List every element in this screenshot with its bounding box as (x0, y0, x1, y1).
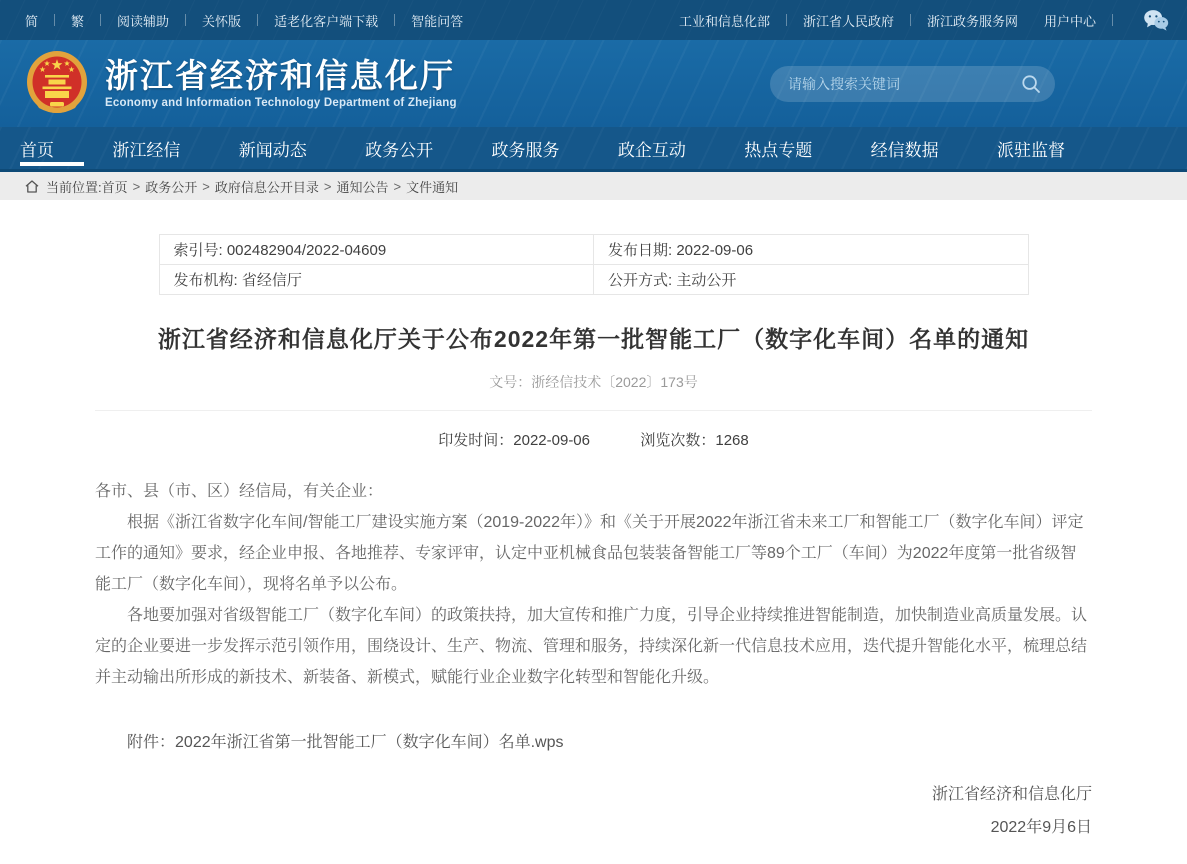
site-header (0, 40, 1187, 127)
divider (1112, 14, 1113, 26)
breadcrumb-separator: > (323, 178, 332, 194)
search-button[interactable] (1021, 74, 1041, 94)
attachment-file-link[interactable]: 2022年浙江省第一批智能工厂（数字化车间）名单.wps (175, 734, 564, 751)
search-box (770, 66, 1055, 102)
paragraph-salutation: 各市、县（市、区）经信局，有关企业： (95, 483, 384, 500)
breadcrumb-item-notices[interactable]: 通知公告 (336, 179, 389, 195)
breadcrumb-separator: > (202, 178, 210, 194)
publisher-label: 发布机构: (173, 272, 238, 289)
breadcrumb-item-disclosure[interactable]: 政务公开 (145, 179, 198, 195)
nav-item-gov-disclosure[interactable]: 政务公开 (365, 140, 434, 160)
table-row (159, 265, 1028, 295)
signature-date: 2022年9月6日 (990, 819, 1092, 836)
nav-item-zhejiang-jingxin[interactable]: 浙江经信 (112, 140, 181, 160)
page-title: 浙江省经济和信息化厅关于公布2022年第一批智能工厂（数字化车间）名单的通知 (157, 326, 1030, 352)
breadcrumb-label: 当前位置: (46, 179, 102, 195)
topbar-link-traditional[interactable]: 繁 (71, 13, 85, 29)
signature-org: 浙江省经济和信息化厅 (931, 786, 1092, 803)
paragraph-basis: 根据《浙江省数字化车间/智能工厂建设实施方案（2019-2022年）》和《关于开展2022年浙江省未来工厂和智能工厂（数字化车间）评定工作的通知》要求，经企业申报、各地推荐、专家评审，认定中亚机械食品包装装备智能工厂等89个工厂（车间）为2022年度第一批省级智能工厂（数字化车间），现将名单予以公布。 (95, 514, 1084, 593)
divider (257, 14, 258, 26)
topbar-link-reading-aid[interactable]: 阅读辅助 (117, 13, 170, 29)
topbar-link-zj-service[interactable]: 浙江政务服务网 (926, 13, 1018, 29)
print-time-value: 2022-09-06 (513, 432, 590, 449)
attachment-row (95, 729, 1092, 752)
print-info-row (95, 410, 1092, 450)
doc-number-value: 浙经信技术〔2022〕173号 (531, 374, 698, 390)
home-icon[interactable] (25, 180, 39, 193)
topbar-link-care-version[interactable]: 关怀版 (202, 13, 242, 29)
topbar-link-simplified[interactable]: 简 (25, 13, 39, 29)
views-count: 1268 (715, 432, 749, 449)
index-number-label: 索引号: (173, 242, 223, 259)
breadcrumb-separator: > (393, 178, 402, 194)
meta-cell-publisher (159, 265, 594, 295)
topbar-link-smart-qa[interactable]: 智能问答 (411, 13, 464, 29)
main-nav (0, 127, 1187, 172)
nav-item-dispatch-supervision[interactable]: 派驻监督 (997, 140, 1065, 160)
divider (185, 14, 186, 26)
publisher-value: 省经信厅 (241, 272, 302, 289)
nav-item-gov-enterprise[interactable]: 政企互动 (617, 140, 686, 160)
doc-number-row (95, 372, 1092, 392)
signature-block (95, 778, 1092, 844)
meta-cell-publish-date (594, 235, 1029, 265)
nav-item-gov-services[interactable]: 政务服务 (491, 140, 560, 160)
nav-item-home[interactable]: 首页 (20, 127, 54, 169)
site-brand[interactable] (25, 50, 457, 118)
disclosure-method-label: 公开方式: (608, 272, 673, 289)
table-row (159, 235, 1028, 265)
top-utility-bar (0, 0, 1187, 40)
publish-date-value: 2022-09-06 (676, 242, 754, 259)
national-emblem-logo (25, 50, 89, 118)
document-meta-table (159, 234, 1029, 295)
topbar-right-links (679, 8, 1169, 32)
meta-cell-disclosure-method (594, 265, 1029, 295)
article-content (0, 200, 1187, 864)
nav-item-hot-topics[interactable]: 热点专题 (744, 140, 813, 160)
topbar-link-elderly-client[interactable]: 适老化客户端下载 (274, 13, 379, 29)
divider (910, 14, 911, 26)
print-time-label: 印发时间： (438, 432, 514, 449)
nav-item-news[interactable]: 新闻动态 (238, 140, 307, 160)
publish-date-label: 发布日期: (608, 242, 673, 259)
meta-cell-index (159, 235, 594, 265)
breadcrumb-separator: > (132, 178, 141, 194)
paragraph-requirements: 各地要加强对省级智能工厂（数字化车间）的政策扶持，加大宣传和推广力度，引导企业持续推进智能制造，加快制造业高质量发展。认定的企业要进一步发挥示范引领作用，围绕设计、生产、物流、管理和服务，持续深化新一代信息技术应用，迭代提升智能化水平，梳理总结并主动输出所形成的新技术、新装备、新模式，赋能行业企业数字化转型和智能化升级。 (95, 607, 1088, 686)
attachment-label: 附件： (127, 734, 176, 751)
search-icon (1021, 74, 1041, 94)
divider (100, 14, 101, 26)
nav-item-jingxin-data[interactable]: 经信数据 (870, 140, 939, 160)
breadcrumb-item-home[interactable]: 首页 (101, 179, 128, 195)
disclosure-method-value: 主动公开 (676, 272, 737, 289)
wechat-icon[interactable] (1143, 8, 1169, 32)
site-title-block (105, 58, 457, 109)
divider (786, 14, 787, 26)
site-name: 浙江省经济和信息化厅 (105, 56, 455, 94)
topbar-link-zj-gov[interactable]: 浙江省人民政府 (802, 13, 894, 29)
breadcrumb-item-catalog[interactable]: 政府信息公开目录 (214, 179, 319, 195)
divider (394, 14, 395, 26)
doc-number-label: 文号： (489, 374, 532, 390)
search-input[interactable] (788, 76, 1021, 92)
index-number-value: 002482904/2022-04609 (226, 242, 387, 259)
divider (54, 14, 55, 26)
topbar-link-miit[interactable]: 工业和信息化部 (678, 13, 770, 29)
breadcrumb (0, 172, 1187, 200)
article-body (95, 476, 1092, 693)
topbar-link-user-center[interactable]: 用户中心 (1043, 13, 1096, 29)
views-label: 浏览次数： (640, 432, 716, 449)
site-name-english: Economy and Information Technology Department of Zhejiang (105, 97, 457, 110)
topbar-left-links (25, 11, 463, 30)
breadcrumb-item-file-notice[interactable]: 文件通知 (406, 179, 459, 195)
